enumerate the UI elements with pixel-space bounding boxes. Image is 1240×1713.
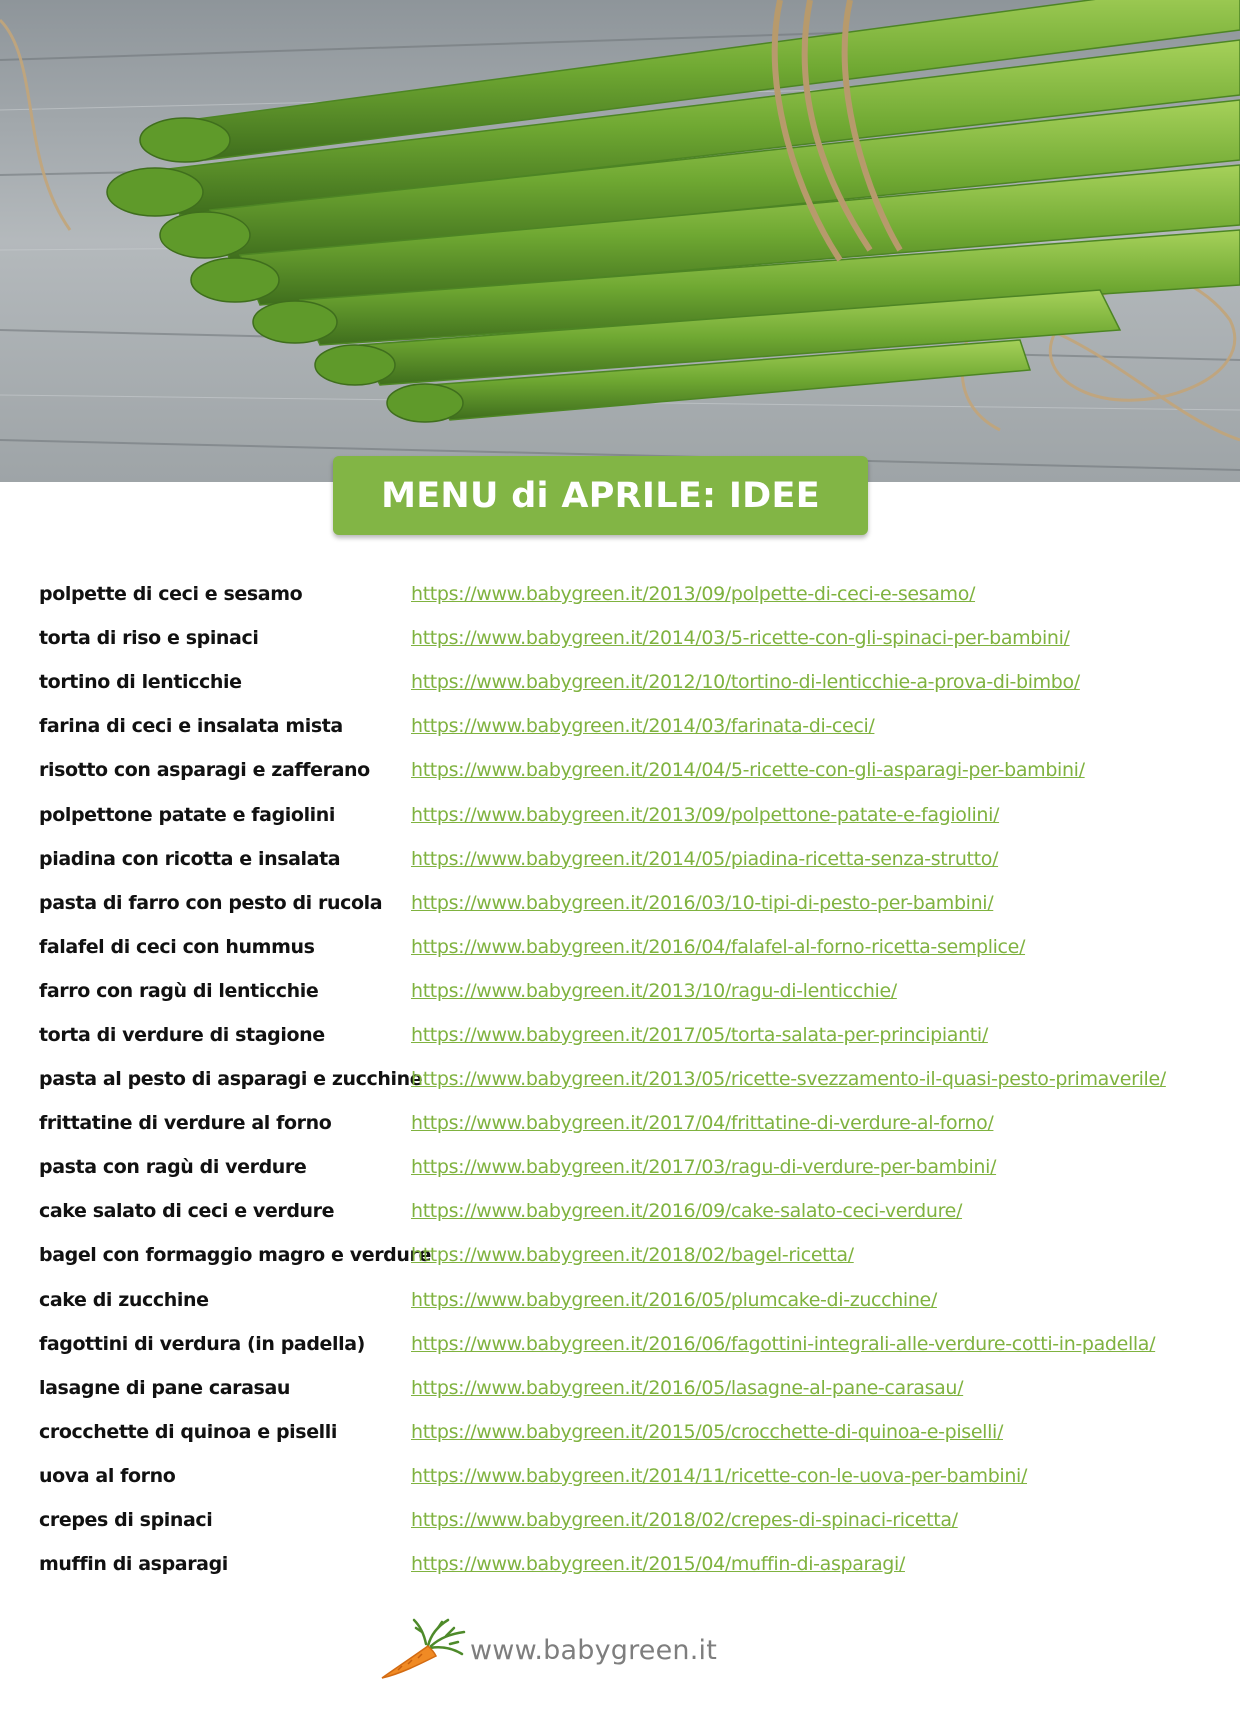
recipe-name: piadina con ricotta e insalata [39,847,341,870]
recipe-link[interactable]: https://www.babygreen.it/2013/10/ragu-di-lenticchie/ [411,979,897,1002]
recipe-name: crepes di spinaci [39,1509,213,1532]
recipe-name: pasta con ragù di verdure [39,1156,307,1179]
recipe-name: torta di riso e spinaci [39,627,259,650]
recipe-row [39,1366,1219,1410]
recipe-link[interactable]: https://www.babygreen.it/2018/02/crepes-di-spinaci-ricetta/ [411,1509,958,1532]
recipe-link[interactable]: https://www.babygreen.it/2015/05/crocchette-di-quinoa-e-piselli/ [411,1420,1003,1443]
recipe-name: fagottini di verdura (in padella) [39,1332,365,1355]
recipe-row [39,792,1219,836]
footer [376,1620,717,1680]
recipe-row [39,1145,1219,1189]
recipe-link[interactable]: https://www.babygreen.it/2014/04/5-ricette-con-gli-asparagi-per-bambini/ [411,759,1085,782]
recipe-name: risotto con asparagi e zafferano [39,759,370,782]
recipe-row [39,704,1219,748]
recipe-list [39,572,1219,1586]
recipe-row [39,925,1219,969]
recipe-name: lasagne di pane carasau [39,1376,291,1399]
recipe-row [39,616,1219,660]
recipe-link[interactable]: https://www.babygreen.it/2014/03/farinata-di-ceci/ [411,715,875,738]
recipe-name: pasta di farro con pesto di rucola [39,891,383,914]
recipe-name: tortino di lenticchie [39,671,242,694]
recipe-row [39,881,1219,925]
recipe-link[interactable]: https://www.babygreen.it/2017/03/ragu-di-verdure-per-bambini/ [411,1156,997,1179]
recipe-link[interactable]: https://www.babygreen.it/2018/02/bagel-ricetta/ [411,1244,854,1267]
recipe-link[interactable]: https://www.babygreen.it/2016/09/cake-salato-ceci-verdure/ [411,1200,963,1223]
recipe-name: polpettone patate e fagiolini [39,803,336,826]
recipe-row [39,969,1219,1013]
recipe-row [39,1233,1219,1277]
recipe-name: uova al forno [39,1464,176,1487]
recipe-row [39,837,1219,881]
recipe-name: cake salato di ceci e verdure [39,1200,335,1223]
recipe-name: torta di verdure di stagione [39,1023,325,1046]
recipe-row [39,660,1219,704]
recipe-row [39,1410,1219,1454]
recipe-row [39,1322,1219,1366]
recipe-name: bagel con formaggio magro e verdure [39,1244,431,1267]
recipe-row [39,1498,1219,1542]
recipe-row [39,1454,1219,1498]
recipe-row [39,1013,1219,1057]
recipe-link[interactable]: https://www.babygreen.it/2012/10/tortino-di-lenticchie-a-prova-di-bimbo/ [411,671,1080,694]
hero-image [0,0,1240,482]
recipe-link[interactable]: https://www.babygreen.it/2017/05/torta-salata-per-principianti/ [411,1023,988,1046]
recipe-link[interactable]: https://www.babygreen.it/2016/04/falafel-al-forno-ricetta-semplice/ [411,935,1026,958]
recipe-row [39,1057,1219,1101]
recipe-name: farina di ceci e insalata mista [39,715,343,738]
page-title: MENU di APRILE: IDEE [381,475,820,516]
recipe-name: frittatine di verdure al forno [39,1112,332,1135]
asparagus-photo [0,0,1240,482]
recipe-name: falafel di ceci con hummus [39,935,315,958]
recipe-name: polpette di ceci e sesamo [39,583,303,606]
recipe-link[interactable]: https://www.babygreen.it/2014/11/ricette-con-le-uova-per-bambini/ [411,1464,1028,1487]
recipe-link[interactable]: https://www.babygreen.it/2016/05/plumcake-di-zucchine/ [411,1288,937,1311]
recipe-row [39,748,1219,792]
recipe-link[interactable]: https://www.babygreen.it/2013/09/polpettone-patate-e-fagiolini/ [411,803,1000,826]
site-url: www.babygreen.it [470,1634,718,1666]
title-banner [333,456,868,535]
recipe-name: cake di zucchine [39,1288,209,1311]
recipe-link[interactable]: https://www.babygreen.it/2013/09/polpette-di-ceci-e-sesamo/ [411,583,976,606]
recipe-link[interactable]: https://www.babygreen.it/2013/05/ricette-svezzamento-il-quasi-pesto-primaverile/ [411,1068,1166,1091]
recipe-name: pasta al pesto di asparagi e zucchine [39,1068,423,1091]
recipe-row [39,1101,1219,1145]
recipe-row [39,1542,1219,1586]
recipe-name: farro con ragù di lenticchie [39,979,319,1002]
recipe-link[interactable]: https://www.babygreen.it/2016/06/fagottini-integrali-alle-verdure-cotti-in-padella/ [411,1332,1156,1355]
recipe-link[interactable]: https://www.babygreen.it/2016/03/10-tipi-di-pesto-per-bambini/ [411,891,994,914]
recipe-link[interactable]: https://www.babygreen.it/2015/04/muffin-di-asparagi/ [411,1553,905,1576]
recipe-name: muffin di asparagi [39,1553,228,1576]
recipe-name: crocchette di quinoa e piselli [39,1420,338,1443]
carrot-icon [376,1616,470,1684]
recipe-row [39,1189,1219,1233]
recipe-link[interactable]: https://www.babygreen.it/2014/05/piadina-ricetta-senza-strutto/ [411,847,999,870]
recipe-link[interactable]: https://www.babygreen.it/2016/05/lasagne-al-pane-carasau/ [411,1376,964,1399]
recipe-row [39,572,1219,616]
recipe-link[interactable]: https://www.babygreen.it/2017/04/frittatine-di-verdure-al-forno/ [411,1112,994,1135]
recipe-link[interactable]: https://www.babygreen.it/2014/03/5-ricette-con-gli-spinaci-per-bambini/ [411,627,1070,650]
recipe-row [39,1278,1219,1322]
